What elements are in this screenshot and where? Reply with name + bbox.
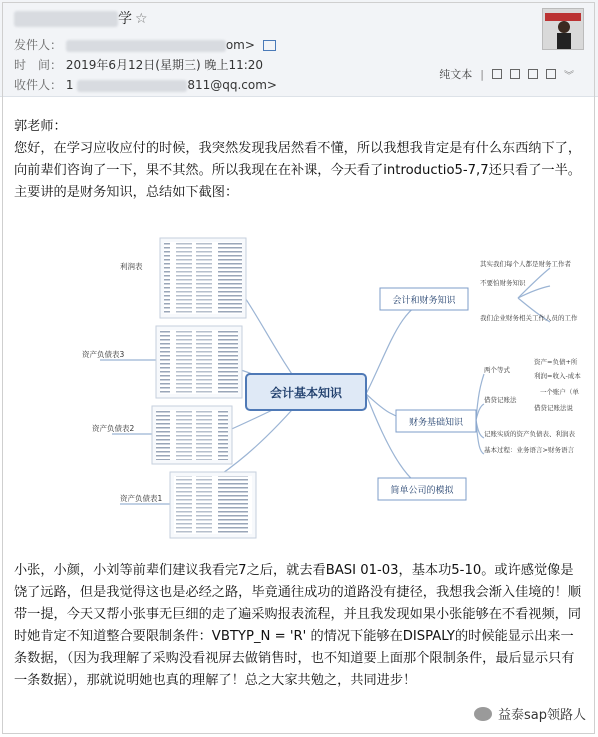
- to-label: 收件人：: [14, 78, 63, 92]
- email-subject: 学 ☆: [14, 8, 148, 28]
- right-node-label: 会计和财务知识: [392, 296, 456, 306]
- leaf-label: 基本过程：业务语言>财务语言: [484, 446, 574, 454]
- paragraph-main: 小张，小颜，小刘等前辈们建议我看完7之后，就去看BASI 01-03，基本功5-10。或许感觉像是饶了远路，但是我觉得这也是必经之路，毕竟通往成功的道路没有捷径，我想我会渐入佳境的！顺带一提，今天又帮小张事无巨细的走了遍采购报表流程，并且我发现如果小张能够在不看视频，同时她肯定不知道整合要限制条件：VBTYP_N = 'R' 的情况下能够在DISPALY的时候能显示出来一条数据，（因为我理解了采购没看视屏去做销售时，也不知道要上面那个限制条件，最后显示只有一条数据），那就说明她也真的理解了！总之大家共勉之，共同进步！: [14, 563, 582, 688]
- plain-text-button[interactable]: 纯文本: [439, 68, 473, 81]
- left-node-label: 资产负债表2: [92, 424, 135, 433]
- leaf-label: 其实我们每个人都是财务工作者: [480, 260, 571, 268]
- sub-leaf-label: 借贷记账法说: [534, 404, 573, 412]
- separator: |: [480, 67, 484, 81]
- time-label: 时 间：: [14, 58, 63, 72]
- star-icon[interactable]: ☆: [135, 11, 148, 27]
- watermark-text: 益泰sap领路人: [498, 708, 586, 723]
- to-row: 收件人： 1 811@qq.com>: [14, 78, 277, 92]
- central-node-label: 会计基本知识: [269, 386, 343, 400]
- sub-leaf-label: 资产=负债+所: [534, 358, 578, 366]
- right-node-label: 简单公司的模拟: [390, 486, 454, 496]
- time-value: 2019年6月12日(星期三) 晚上11:20: [65, 58, 264, 72]
- right-node-label: 财务基础知识: [408, 418, 464, 428]
- email-frame: [2, 2, 595, 734]
- leaf-label: 借贷记账法: [484, 396, 517, 404]
- leaf-label: 两个等式: [484, 366, 510, 374]
- left-node-label: 资产负债表3: [82, 350, 125, 359]
- paragraph-intro: 您好，在学习应收应付的时候，我突然发现我居然看不懂，所以我想我肯定是有什么东西纳下了，向前辈们咨询了一下，果不其然。所以我现在在补课，今天看了introductio5-7,7还只看了一半。主要讲的是财务知识，总结如下截图：: [14, 141, 582, 200]
- from-value[interactable]: om>: [225, 38, 255, 52]
- leaf-label: 记账实质的资产负债表、利润表: [484, 430, 575, 438]
- to-value[interactable]: 811@qq.com>: [187, 78, 277, 92]
- left-node-label: 利润表: [120, 262, 143, 271]
- sub-leaf-label: 一个账户（单: [540, 388, 579, 396]
- leaf-label: 不要怕财务知识: [480, 279, 526, 287]
- left-node-label: 资产负债表1: [120, 494, 163, 503]
- sub-leaf-label: 利润=收入-成本: [534, 372, 581, 380]
- greeting: 郭老师：: [14, 119, 67, 134]
- from-label: 发件人：: [14, 38, 63, 52]
- chevron-down-icon[interactable]: ︾: [564, 70, 574, 82]
- leaf-label: 我们企业财务相关工作人员的工作: [480, 314, 578, 322]
